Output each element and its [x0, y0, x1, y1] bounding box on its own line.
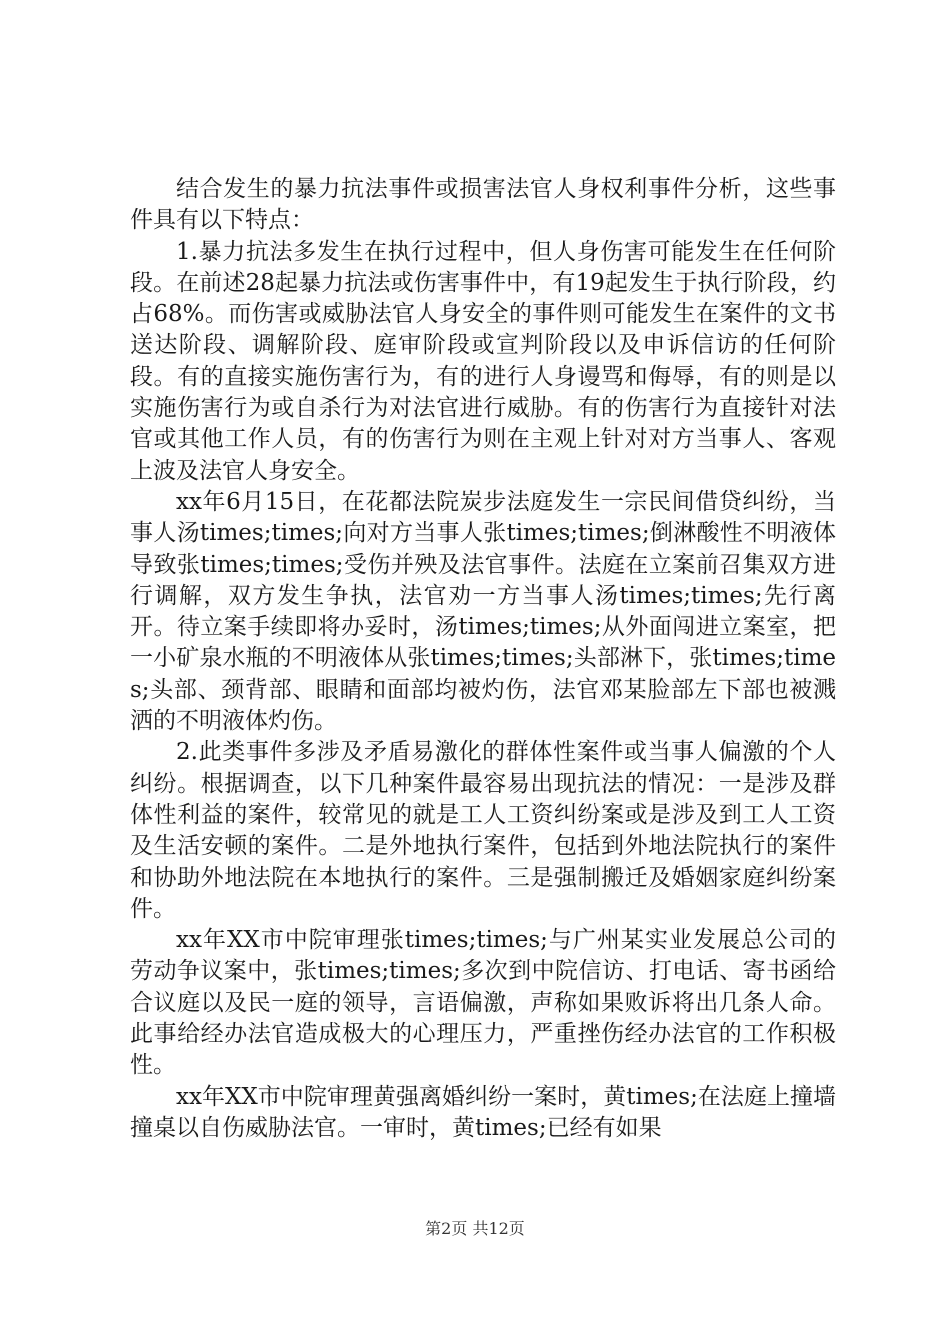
- paragraph-intro: 结合发生的暴力抗法事件或损害法官人身权利事件分析，这些事件具有以下特点：: [130, 176, 836, 234]
- paragraph-case-divorce: xx年XX市中院审理黄强离婚纠纷一案时，黄times;在法庭上撞墙撞桌以自伤威胁法官。一审时，黄times;已经有如果: [130, 1083, 836, 1141]
- page-footer: 第2页 共12页: [425, 1219, 525, 1238]
- paragraph-case-huadu: xx年6月15日，在花都法院炭步法庭发生一宗民间借贷纠纷，当事人汤times;times;向对方当事人张times;times;倒淋酸性不明液体导致张times;times;受伤并殃及法官事件。法庭在立案前召集双方进行调解，双方发生争执，法官劝一方当事人汤times;times;先行离开。待立案手续即将办妥时，汤times;times;从外面闯进立案室，把一小矿泉水瓶的不明液体从张times;times;头部淋下，张times;times;头部、颈背部、眼睛和面部均被灼伤，法官邓某脸部左下部也被溅洒的不明液体灼伤。: [130, 488, 836, 735]
- paragraph-point-1: 1.暴力抗法多发生在执行过程中，但人身伤害可能发生在任何阶段。在前述28起暴力抗法或伤害事件中，有19起发生于执行阶段，约占68%。而伤害或威胁法官人身安全的事件则可能发生在案件的文书送达阶段、调解阶段、庭审阶段或宣判阶段以及申诉信访的任何阶段。有的直接实施伤害行为，有的进行人身谩骂和侮辱，有的则是以实施伤害行为或自杀行为对法官进行威胁。有的伤害行为直接针对法官或其他工作人员，有的伤害行为则在主观上针对对方当事人、客观上波及法官人身安全。: [130, 238, 836, 484]
- paragraph-case-labor: xx年XX市中院审理张times;times;与广州某实业发展总公司的劳动争议案中，张times;times;多次到中院信访、打电话、寄书函给合议庭以及民一庭的领导，言语偏激，声称如果败诉将出几条人命。此事给经办法官造成极大的心理压力，严重挫伤经办法官的工作积极性。: [130, 927, 836, 1079]
- document-body: [130, 174, 836, 1144]
- paragraph-point-2: 2.此类事件多涉及矛盾易激化的群体性案件或当事人偏激的个人纠纷。根据调查，以下几种案件最容易出现抗法的情况：一是涉及群体性利益的案件，较常见的就是工人工资纠纷案或是涉及到工人工资及生活安顿的案件。二是外地执行案件，包括到外地法院执行的案件和协助外地法院在本地执行的案件。三是强制搬迁及婚姻家庭纠纷案件。: [130, 739, 836, 922]
